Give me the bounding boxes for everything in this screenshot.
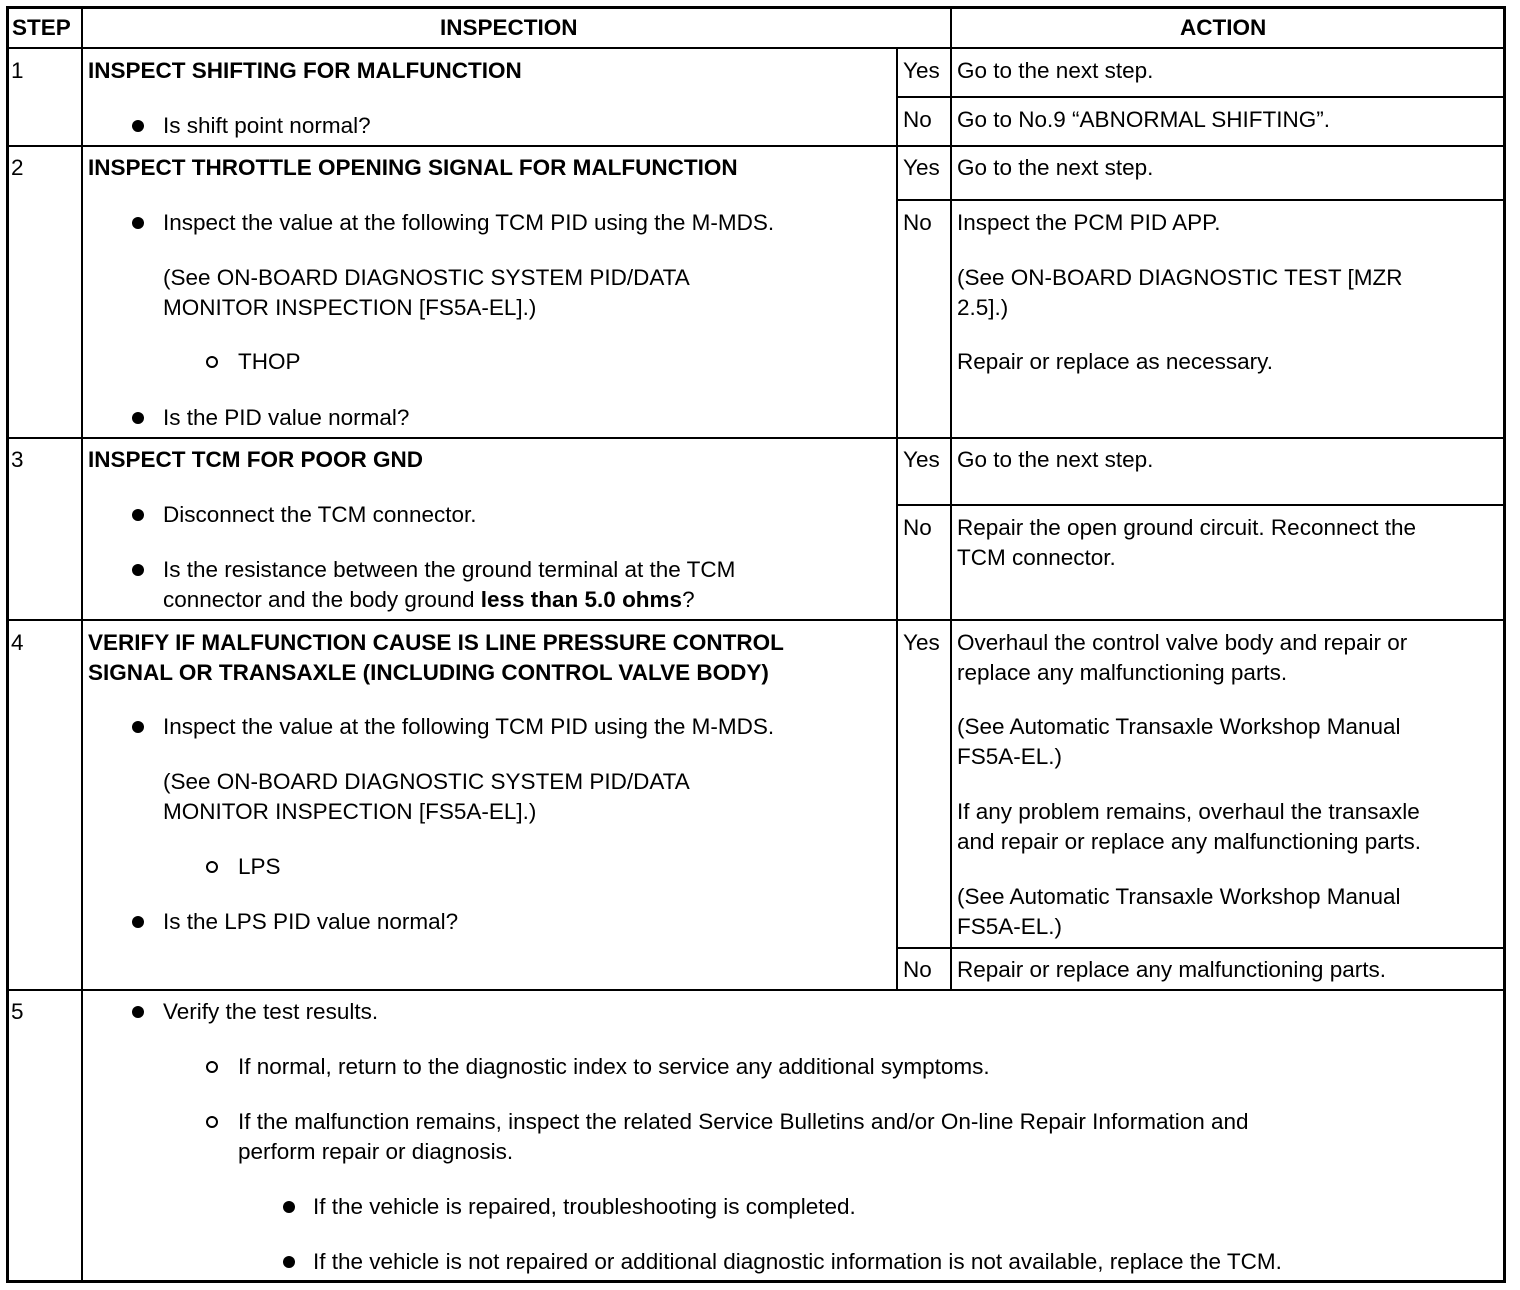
bullet-icon xyxy=(132,217,144,229)
reference-note: MONITOR INSPECTION [FS5A-EL].) xyxy=(163,295,537,320)
yes-action: (See Automatic Transaxle Workshop Manual xyxy=(957,714,1401,739)
inspection-item: Is the resistance between the ground terminal at the TCM xyxy=(163,557,736,582)
header-inspection: INSPECTION xyxy=(440,15,578,40)
no-label: No xyxy=(903,957,932,982)
bullet-icon xyxy=(132,1006,144,1018)
row-divider-4 xyxy=(8,989,1504,991)
inspection-text: ? xyxy=(682,587,695,612)
result-item: perform repair or diagnosis. xyxy=(238,1139,514,1164)
inspection-text: connector and the body ground xyxy=(163,587,481,612)
inspection-item xyxy=(163,585,695,615)
step-column-divider xyxy=(81,8,83,1281)
step2-yes-no-divider xyxy=(896,199,1504,201)
yes-label: Yes xyxy=(903,630,940,655)
bullet-icon xyxy=(132,412,144,424)
step3-yes-no-divider xyxy=(896,504,1504,506)
resistance-spec: less than 5.0 ohms xyxy=(480,587,683,612)
yes-label: Yes xyxy=(903,447,940,472)
reference-note: (See ON-BOARD DIAGNOSTIC SYSTEM PID/DATA xyxy=(163,265,690,290)
no-label: No xyxy=(903,107,932,132)
yes-action: Go to the next step. xyxy=(957,58,1154,83)
bullet-icon xyxy=(132,564,144,576)
row-divider-3 xyxy=(8,619,1504,621)
yes-action: and repair or replace any malfunctioning parts. xyxy=(957,829,1422,854)
header-divider xyxy=(8,47,1504,49)
no-label: No xyxy=(903,515,932,540)
no-action: TCM connector. xyxy=(957,545,1116,570)
yes-action: Go to the next step. xyxy=(957,447,1154,472)
inspection-item: Inspect the value at the following TCM PID using the M-MDS. xyxy=(163,714,775,739)
no-action: Inspect the PCM PID APP. xyxy=(957,210,1221,235)
yes-action: Overhaul the control valve body and repair or xyxy=(957,630,1408,655)
step-number: 4 xyxy=(11,630,24,655)
bullet-icon xyxy=(283,1256,295,1268)
sub-bullet-icon xyxy=(206,1061,218,1073)
inspection-item: Inspect the value at the following TCM PID using the M-MDS. xyxy=(163,210,775,235)
result-item: If normal, return to the diagnostic index to service any additional symptoms. xyxy=(238,1054,990,1079)
result-item: If the vehicle is repaired, troubleshooting is completed. xyxy=(313,1194,856,1219)
sub-bullet-icon xyxy=(206,861,218,873)
step-number: 5 xyxy=(11,999,24,1024)
action-column-divider xyxy=(950,8,952,990)
yes-action: (See Automatic Transaxle Workshop Manual xyxy=(957,884,1401,909)
no-action: Repair the open ground circuit. Reconnect the xyxy=(957,515,1417,540)
no-action: 2.5].) xyxy=(957,295,1009,320)
sub-bullet-icon xyxy=(206,1116,218,1128)
step-number: 2 xyxy=(11,155,24,180)
result-item: If the vehicle is not repaired or additional diagnostic information is not available, replace the TCM. xyxy=(313,1249,1282,1274)
no-action: Repair or replace as necessary. xyxy=(957,349,1273,374)
bullet-icon xyxy=(132,120,144,132)
no-label: No xyxy=(903,210,932,235)
yes-action: FS5A-EL.) xyxy=(957,914,1063,939)
result-item: If the malfunction remains, inspect the related Service Bulletins and/or On-line Repair Information and xyxy=(238,1109,1249,1134)
row-divider-1 xyxy=(8,145,1504,147)
header-action: ACTION xyxy=(1180,15,1267,40)
no-action: Go to No.9 “ABNORMAL SHIFTING”. xyxy=(957,107,1330,132)
step-title: INSPECT THROTTLE OPENING SIGNAL FOR MALFUNCTION xyxy=(88,155,738,180)
row-divider-2 xyxy=(8,437,1504,439)
step-number: 1 xyxy=(11,58,24,83)
yes-no-column-divider xyxy=(896,47,898,990)
step-title: INSPECT TCM FOR POOR GND xyxy=(88,447,424,472)
yes-label: Yes xyxy=(903,58,940,83)
yes-label: Yes xyxy=(903,155,940,180)
step-title: SIGNAL OR TRANSAXLE (INCLUDING CONTROL VALVE BODY) xyxy=(88,660,769,685)
inspection-item: Is shift point normal? xyxy=(163,113,371,138)
pid-name: THOP xyxy=(238,349,301,374)
bullet-icon xyxy=(132,721,144,733)
yes-action: replace any malfunctioning parts. xyxy=(957,660,1288,685)
pid-name: LPS xyxy=(238,854,281,879)
no-action: Repair or replace any malfunctioning parts. xyxy=(957,957,1386,982)
step4-yes-no-divider xyxy=(896,947,1504,949)
step1-yes-no-divider xyxy=(896,96,1504,98)
step-number: 3 xyxy=(11,447,24,472)
header-step: STEP xyxy=(12,15,71,40)
no-action: (See ON-BOARD DIAGNOSTIC TEST [MZR xyxy=(957,265,1403,290)
bullet-icon xyxy=(132,509,144,521)
bullet-icon xyxy=(283,1201,295,1213)
yes-action: Go to the next step. xyxy=(957,155,1154,180)
reference-note: MONITOR INSPECTION [FS5A-EL].) xyxy=(163,799,537,824)
yes-action: If any problem remains, overhaul the transaxle xyxy=(957,799,1420,824)
step-title: INSPECT SHIFTING FOR MALFUNCTION xyxy=(88,58,522,83)
inspection-item: Is the PID value normal? xyxy=(163,405,410,430)
inspection-item: Is the LPS PID value normal? xyxy=(163,909,459,934)
inspection-item: Verify the test results. xyxy=(163,999,379,1024)
sub-bullet-icon xyxy=(206,356,218,368)
reference-note: (See ON-BOARD DIAGNOSTIC SYSTEM PID/DATA xyxy=(163,769,690,794)
bullet-icon xyxy=(132,916,144,928)
inspection-item: Disconnect the TCM connector. xyxy=(163,502,477,527)
step-title: VERIFY IF MALFUNCTION CAUSE IS LINE PRESSURE CONTROL xyxy=(88,630,784,655)
yes-action: FS5A-EL.) xyxy=(957,744,1063,769)
